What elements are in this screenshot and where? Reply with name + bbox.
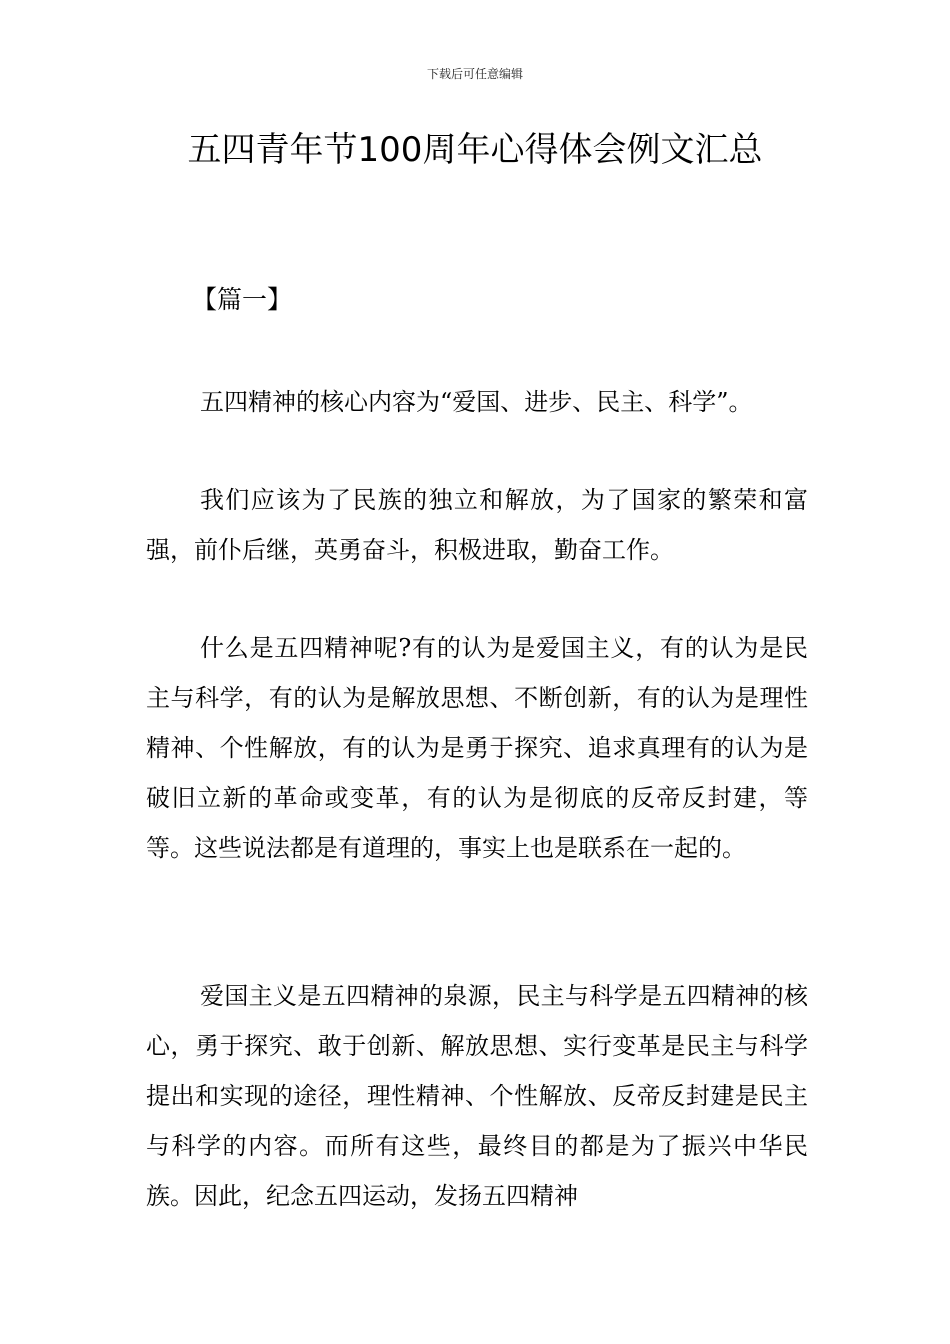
paragraph-2: 我们应该为了民族的独立和解放，为了国家的繁荣和富强，前仆后继，英勇奋斗，积极进取，勤奋工作。 <box>146 486 808 564</box>
paragraph-4: 爱国主义是五四精神的泉源，民主与科学是五四精神的核心，勇于探究、敢于创新、解放思想、实行变革是民主与科学提出和实现的途径，理性精神、个性解放、反帝反封建是民主与科学的内容。而所有这些，最终目的都是为了振兴中华民族。因此，纪念五四运动，发扬五四精神 <box>146 982 808 1210</box>
paragraph-1: 五四精神的核心内容为“爱国、进步、民主、科学”。 <box>200 388 753 416</box>
document-title: 五四青年节100周年心得体会例文汇总 <box>187 130 763 170</box>
header-note: 下载后可任意编辑 <box>426 67 523 81</box>
section-heading: 【篇一】 <box>192 285 293 314</box>
paragraph-3: 什么是五四精神呢?有的认为是爱国主义，有的认为是民主与科学，有的认为是解放思想、不断创新，有的认为是理性精神、个性解放，有的认为是勇于探究、追求真理有的认为是破旧立新的革命或变革，有的认为是彻底的反帝反封建，等等。这些说法都是有道理的，事实上也是联系在一起的。 <box>146 634 808 862</box>
